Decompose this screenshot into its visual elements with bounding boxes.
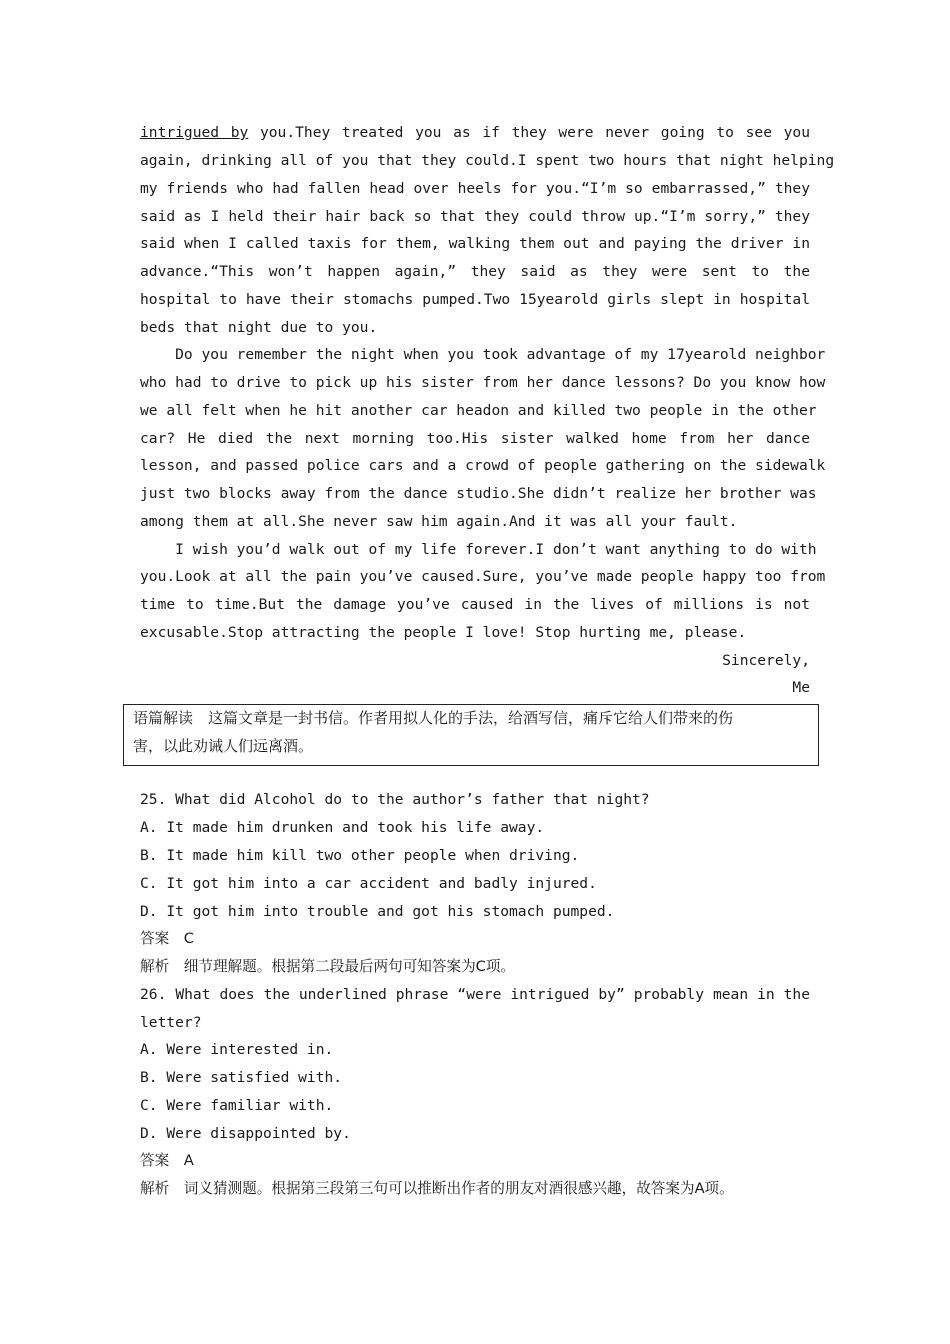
option-a: A. Were interested in.: [140, 1041, 334, 1058]
passage-line: who had to drive to pick up his sister from her dance lessons? Do you know how: [140, 374, 826, 391]
reading-guide-line: 害，以此劝诫人们远离酒。: [133, 737, 314, 755]
option-c: C. Were familiar with.: [140, 1097, 334, 1114]
analysis-25: 解析 细节理解题。根据第二段最后两句可知答案为C项。: [140, 958, 516, 975]
question-26-cont: letter?: [140, 1014, 202, 1031]
passage-line: just two blocks away from the dance studio.She didn’t realize her brother was: [140, 485, 817, 502]
passage-line: excusable.Stop attracting the people I love! Stop hurting me, please.: [140, 624, 747, 641]
passage-line: among them at all.She never saw him again.And it was all your fault.: [140, 513, 738, 530]
option-d: D. Were disappointed by.: [140, 1125, 351, 1142]
letter-signature: Me: [792, 679, 810, 696]
passage-line: beds that night due to you.: [140, 319, 378, 336]
passage-line: you.Look at all the pain you’ve caused.Sure, you’ve made people happy too from: [140, 568, 826, 585]
option-a: A. It made him drunken and took his life away.: [140, 819, 545, 836]
answer-25: 答案 C: [140, 930, 194, 947]
answer-26: 答案 A: [140, 1152, 194, 1169]
option-d: D. It got him into trouble and got his stomach pumped.: [140, 903, 615, 920]
passage-line: we all felt when he hit another car headon and killed two people in the other: [140, 402, 817, 419]
letter-closing: Sincerely,: [722, 652, 810, 669]
passage-line: my friends who had fallen head over heels for you.“I’m so embarrassed,” they: [140, 180, 810, 197]
option-b: B. Were satisfied with.: [140, 1069, 343, 1086]
passage-line: Do you remember the night when you took advantage of my 17yearold neighbor: [140, 346, 826, 363]
analysis-26: 解析 词义猜测题。根据第三段第三句可以推断出作者的朋友对酒很感兴趣，故答案为A项。: [140, 1180, 734, 1197]
question-25: 25. What did Alcohol do to the author’s father that night?: [140, 791, 650, 808]
passage-line: advance.“This won’t happen again,” they said as they were sent to the: [140, 263, 810, 280]
passage-line: again, drinking all of you that they could.I spent two hours that night helping: [140, 152, 835, 169]
option-c: C. It got him into a car accident and badly injured.: [140, 875, 597, 892]
underlined-phrase: intrigued by: [140, 124, 249, 141]
option-b: B. It made him kill two other people when driving.: [140, 847, 580, 864]
passage-line: said when I called taxis for them, walking them out and paying the driver in: [140, 235, 810, 252]
passage-line: lesson, and passed police cars and a crowd of people gathering on the sidewalk: [140, 457, 826, 474]
passage-line: I wish you’d walk out of my life forever.I don’t want anything to do with: [140, 541, 817, 558]
passage-line: hospital to have their stomachs pumped.Two 15yearold girls slept in hospital: [140, 291, 810, 308]
passage-line: said as I held their hair back so that they could throw up.“I’m sorry,” they: [140, 208, 810, 225]
passage-line: time to time.But the damage you’ve caused in the lives of millions is not: [140, 596, 810, 613]
reading-guide-box: [123, 704, 819, 766]
passage-line: intrigued by you.They treated you as if they were never going to see you: [140, 124, 810, 141]
passage-line: car? He died the next morning too.His sister walked home from her dance: [140, 430, 810, 447]
reading-guide-line: 语篇解读 这篇文章是一封书信。作者用拟人化的手法，给酒写信，痛斥它给人们带来的伤: [133, 709, 734, 727]
question-26: 26. What does the underlined phrase “were intrigued by” probably mean in the: [140, 986, 810, 1003]
